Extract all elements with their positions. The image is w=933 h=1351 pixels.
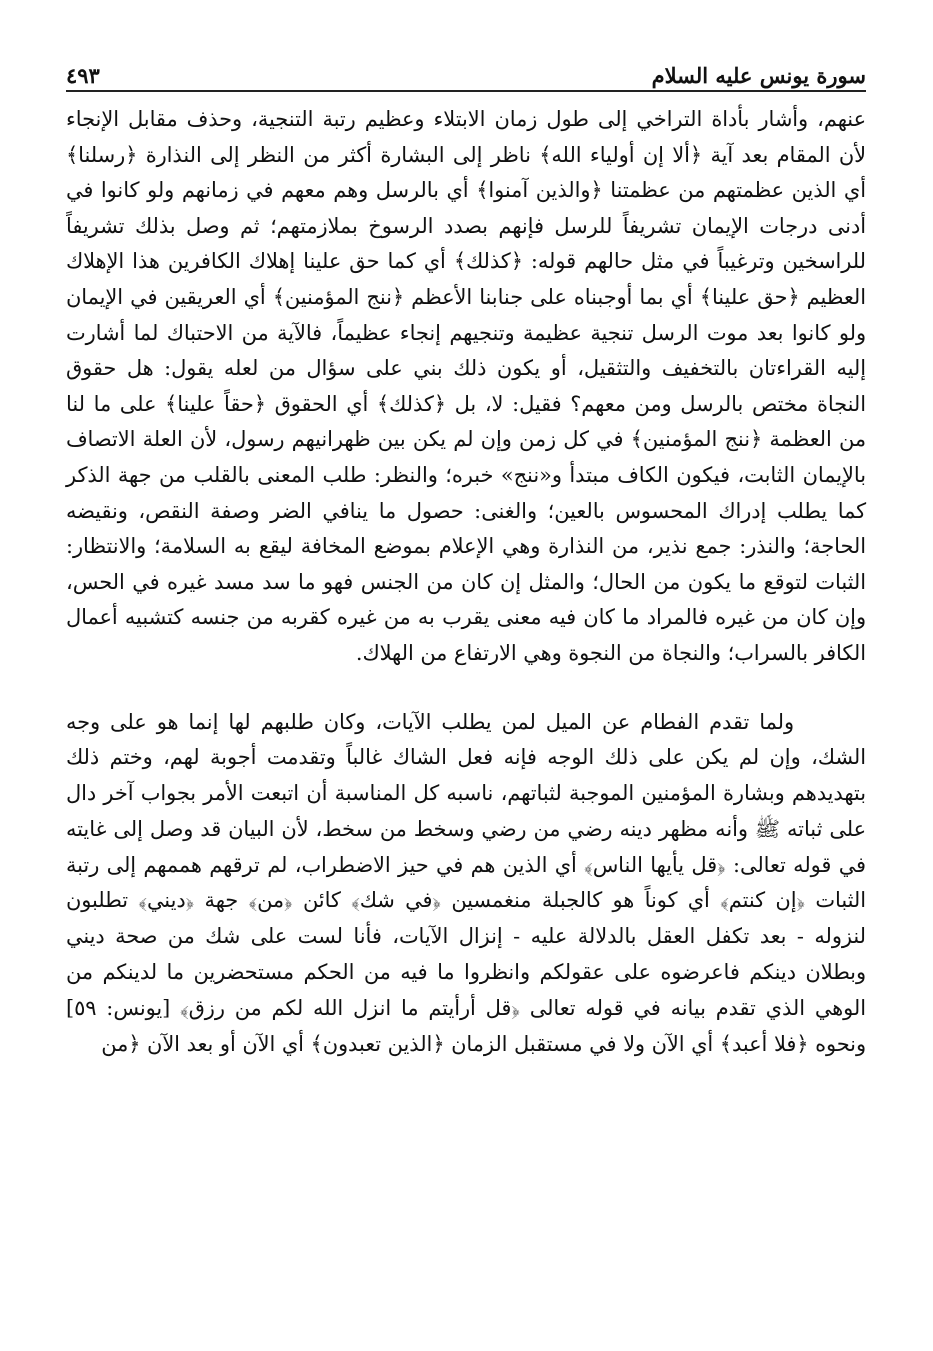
running-header xyxy=(66,52,866,92)
page-number: ٤٩٣ xyxy=(66,63,100,88)
paragraph-1: عنهم، وأشار بأداة التراخي إلى طول زمان الابتلاء وعظيم رتبة التنجية، وحذف مقابل الإنجاء لأن المقام بعد آية ﴿ألا إن أولياء الله﴾ ناظر إلى البشارة أكثر من النظر إلى النذارة ﴿رسلنا﴾ أي الذين عظمتهم من عظمتنا ﴿والذين آمنوا﴾ أي بالرسل وهم معهم في زمانهم ولو كانوا في أدنى درجات الإيمان تشريفاً للرسل فإنهم بصدد الرسوخ بملازمتهم؛ ثم وصل بذلك تشريفاً للراسخين وترغيباً في مثل حالهم قوله: ﴿كذلك﴾ أي كما حق علينا إهلاك الكافرين هذا الإهلاك العظيم ﴿حق علينا﴾ أي بما أوجبناه على جنابنا الأعظم ﴿ننج المؤمنين﴾ أي العريقين في الإيمان ولو كانوا بعد موت الرسل تنجية عظيمة وتنجيهم إنجاء عظيماً، فالآية من الاحتباك لما أشارت إليه القراءتان بالتخفيف والتثقيل، أو يكون ذلك بني على سؤال من لعله يقول: هل حقوق النجاة مختص بالرسل ومن معهم؟ فقيل: لا، بل ﴿كذلك﴾ أي الحقوق ﴿حقاً علينا﴾ على ما لنا من العظمة ﴿ننج المؤمنين﴾ في كل زمن وإن لم يكن بين ظهرانيهم رسول، لأن العلة الاتصاف بالإيمان الثابت، فيكون الكاف مبتدأ و«ننج» خبره؛ والنظر: طلب المعنى بالقلب من جهة الذكر كما يطلب إدراك المحسوس بالعين؛ والغنى: حصول ما ينافي الضر وصفة النقص، ونقيضه الحاجة؛ والنذر: جمع نذير، من النذارة وهي الإعلام بموضع المخافة ليقع به السلامة؛ والانتظار: الثبات لتوقع ما يكون من الحال؛ والمثل إن كان من الجنس فهو ما سد مسد غيره في الحس، وإن كان من غيره فالمراد ما كان فيه معنى يقرب به من غيره كقربه من جنسه كتشبيه أعمال الكافر بالسراب؛ والنجاة من النجوة وهي الارتفاع من الهلاك. xyxy=(66,107,866,665)
body-text xyxy=(66,102,866,1062)
running-title: سورة يونس عليه السلام xyxy=(651,63,866,88)
paragraph-2: ولما تقدم الفطام عن الميل لمن يطلب الآيات، وكان طلبهم لها إنما هو على وجه الشك، وإن لم يكن على ذلك الوجه فإنه فعل الشاك غالباً وتقدمت أجوبة لهم، وختم ذلك بتهديدهم وبشارة المؤمنين الموجبة لثباتهم، ناسبه كل المناسبة أن اتبعت الأمر بجواب آخر دال على ثباته ﷺ وأنه مظهر دينه رضي من رضي وسخط من سخط، لأن البيان قد وصل إلى غايته في قوله تعالى: ﴿قل يأيها الناس﴾ أي الذين هم في حيز الاضطراب، لم ترقهم هممهم إلى رتبة الثبات ﴿إن كنتم﴾ أي كوناً هو كالجبلة منغمسين ﴿في شك﴾ كائن ﴿من﴾ جهة ﴿ديني﴾ تطلبون لنزوله - بعد تكفل العقل بالدلالة عليه - إنزال الآيات، فأنا لست على شك من صحة ديني وبطلان دينكم فاعرضوه على عقولكم وانظروا ما فيه من الحكم مستحضرين ما لدينكم من الوهي الذي تقدم بيانه في قوله تعالى ﴿قل أرأيتم ما انزل الله لكم من رزق﴾ [يونس: ٥٩] ونحوه ﴿فلا أعبد﴾ أي الآن ولا في مستقبل الزمان ﴿الذين تعبدون﴾ أي الآن أو بعد الآن ﴿من xyxy=(66,709,866,1056)
book-page xyxy=(66,52,866,1312)
